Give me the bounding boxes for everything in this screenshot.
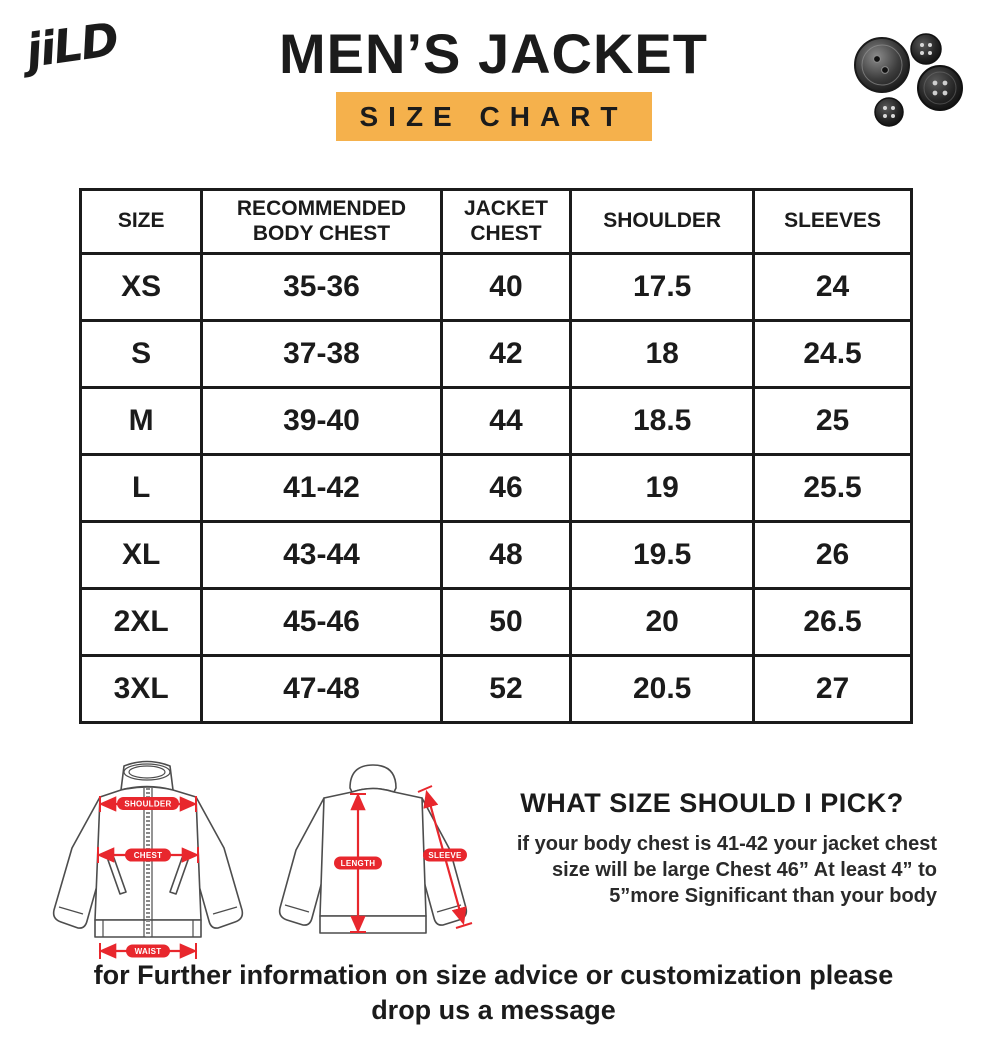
back-jacket-diagram [260,760,490,963]
col-jacket-chest: JACKET CHEST [441,190,571,254]
value-cell: 24 [754,254,912,321]
size-table-section [79,188,913,724]
value-cell: 41-42 [202,455,441,522]
value-cell: 48 [441,522,571,589]
sleeve-label: SLEEVE [428,851,462,860]
size-cell: XS [81,254,202,321]
table-row [81,254,912,321]
buttons-icon [825,12,975,147]
value-cell: 26 [754,522,912,589]
front-jacket-icon [40,760,258,962]
size-table-header [81,190,912,254]
table-row [81,589,912,656]
col-size: SIZE [81,190,202,254]
chest-label: CHEST [133,851,163,860]
table-row [81,656,912,723]
header-row [81,190,912,254]
size-cell: 3XL [81,656,202,723]
value-cell: 19.5 [571,522,754,589]
footer-text: for Further information on size advice or customization please drop us a message [93,960,894,1026]
size-cell: 2XL [81,589,202,656]
value-cell: 19 [571,455,754,522]
front-jacket-diagram [40,760,258,967]
subtitle-banner: SIZE CHART [336,92,652,141]
brand-logo: jiLD [22,11,121,79]
size-cell: L [81,455,202,522]
value-cell: 40 [441,254,571,321]
value-cell: 42 [441,321,571,388]
value-cell: 18 [571,321,754,388]
size-table [79,188,913,724]
size-table-body [81,254,912,723]
value-cell: 35-36 [202,254,441,321]
value-cell: 45-46 [202,589,441,656]
col-body-chest: RECOMMENDED BODY CHEST [202,190,441,254]
value-cell: 20 [571,589,754,656]
length-label: LENGTH [340,859,376,868]
value-cell: 50 [441,589,571,656]
jacket-buttons-image [825,12,975,152]
advice-text: if your body chest is 41-42 your jacket chest size will be large Chest 46” At least 4” to 5”more Significant than your body [516,833,937,907]
value-cell: 27 [754,656,912,723]
back-jacket-icon [260,760,490,958]
size-cell: M [81,388,202,455]
table-row [81,455,912,522]
value-cell: 24.5 [754,321,912,388]
value-cell: 39-40 [202,388,441,455]
value-cell: 46 [441,455,571,522]
value-cell: 25 [754,388,912,455]
value-cell: 37-38 [202,321,441,388]
col-shoulder: SHOULDER [571,190,754,254]
value-cell: 25.5 [754,455,912,522]
value-cell: 26.5 [754,589,912,656]
footer-note [0,958,987,1028]
table-row [81,388,912,455]
table-row [81,321,912,388]
waist-label: WAIST [134,947,162,956]
advice-heading: WHAT SIZE SHOULD I PICK? [520,788,904,818]
page-title: MEN’S JACKET [279,22,708,85]
size-advice-section [487,788,937,909]
value-cell: 44 [441,388,571,455]
value-cell: 52 [441,656,571,723]
value-cell: 20.5 [571,656,754,723]
value-cell: 47-48 [202,656,441,723]
value-cell: 43-44 [202,522,441,589]
size-cell: XL [81,522,202,589]
value-cell: 18.5 [571,388,754,455]
size-cell: S [81,321,202,388]
value-cell: 17.5 [571,254,754,321]
col-sleeves: SLEEVES [754,190,912,254]
table-row [81,522,912,589]
shoulder-label: SHOULDER [124,799,172,809]
